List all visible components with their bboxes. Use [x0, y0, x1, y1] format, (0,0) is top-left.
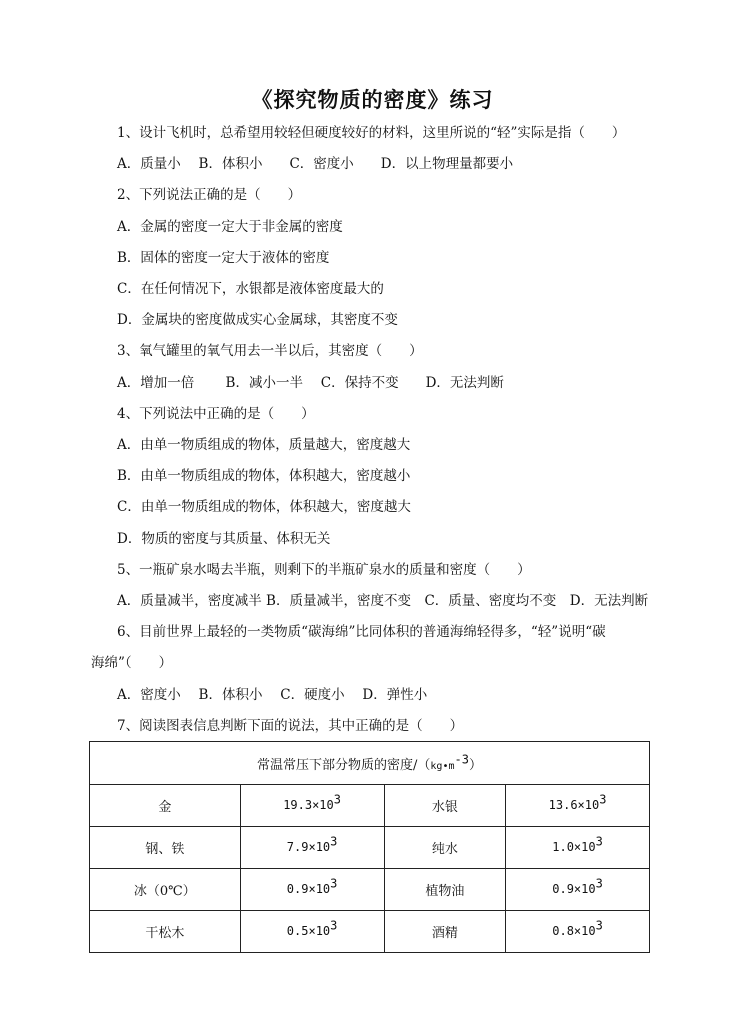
- table-row: [90, 827, 650, 869]
- density-value: $13.6\times 10^3$: [506, 785, 650, 827]
- material-name: 植物油: [384, 869, 506, 911]
- question-6-options: A．密度小 B．体积小 C．硬度小 D．弹性小: [117, 687, 428, 703]
- question-6-stem-line1: 6、目前世界上最轻的一类物质“碳海绵”比同体积的普通海绵轻得多，“轻”说明“碳: [117, 624, 606, 640]
- density-table-caption: 常温常压下部分物质的密度$/(kg•m^{-3})$: [90, 742, 650, 785]
- question-4-option-c: C．由单一物质组成的物体，体积越大，密度越大: [117, 499, 411, 515]
- material-name: 冰（0℃）: [90, 869, 241, 911]
- density-value: $19.3\times 10^3$: [240, 785, 384, 827]
- density-table: [89, 741, 650, 953]
- material-name: 钢、铁: [90, 827, 241, 869]
- question-4-option-b: B．由单一物质组成的物体，体积越大，密度越小: [117, 468, 411, 484]
- table-row: [90, 785, 650, 827]
- question-5-options: A．质量减半，密度减半 B．质量减半，密度不变 C．质量、密度均不变 D．无法判断: [117, 593, 649, 609]
- material-name: 酒精: [384, 911, 506, 953]
- table-row: [90, 911, 650, 953]
- density-value: $0.5\times 10^3$: [240, 911, 384, 953]
- question-3-stem: 3、氧气罐里的氧气用去一半以后，其密度（ ）: [117, 343, 423, 359]
- question-6-stem-line2: 海绵”（ ）: [91, 655, 173, 671]
- question-1-options: A．质量小 B．体积小 C．密度小 D．以上物理量都要小: [117, 156, 514, 172]
- material-name: 干松木: [90, 911, 241, 953]
- document-title: 《探究物质的密度》练习: [251, 87, 494, 112]
- question-7-stem: 7、阅读图表信息判断下面的说法，其中正确的是（ ）: [117, 718, 464, 734]
- question-4-option-d: D．物质的密度与其质量、体积无关: [117, 531, 331, 547]
- density-value: $0.8\times 10^3$: [506, 911, 650, 953]
- material-name: 金: [90, 785, 241, 827]
- question-3-options: A．增加一倍 B．减小一半 C．保持不变 D．无法判断: [117, 375, 504, 391]
- material-name: 水银: [384, 785, 506, 827]
- question-4-option-a: A．由单一物质组成的物体，质量越大，密度越大: [117, 437, 411, 453]
- question-2-option-c: C．在任何情况下，水银都是液体密度最大的: [117, 281, 384, 297]
- density-value: $0.9\times 10^3$: [506, 869, 650, 911]
- question-2-option-d: D．金属块的密度做成实心金属球，其密度不变: [117, 312, 398, 328]
- question-1-stem: 1、设计飞机时，总希望用较轻但硬度较好的材料，这里所说的“轻”实际是指（ ）: [117, 125, 626, 141]
- question-2-option-b: B．固体的密度一定大于液体的密度: [117, 250, 330, 266]
- material-name: 纯水: [384, 827, 506, 869]
- question-2-stem: 2、下列说法正确的是（ ）: [117, 187, 302, 203]
- question-4-stem: 4、下列说法中正确的是（ ）: [117, 406, 315, 422]
- density-value: $1.0\times 10^3$: [506, 827, 650, 869]
- density-value: $0.9\times 10^3$: [240, 869, 384, 911]
- question-5-stem: 5、一瓶矿泉水喝去半瓶，则剩下的半瓶矿泉水的质量和密度（ ）: [117, 562, 531, 578]
- table-row: [90, 869, 650, 911]
- question-2-option-a: A．金属的密度一定大于非金属的密度: [117, 219, 343, 235]
- density-value: $7.9\times 10^3$: [240, 827, 384, 869]
